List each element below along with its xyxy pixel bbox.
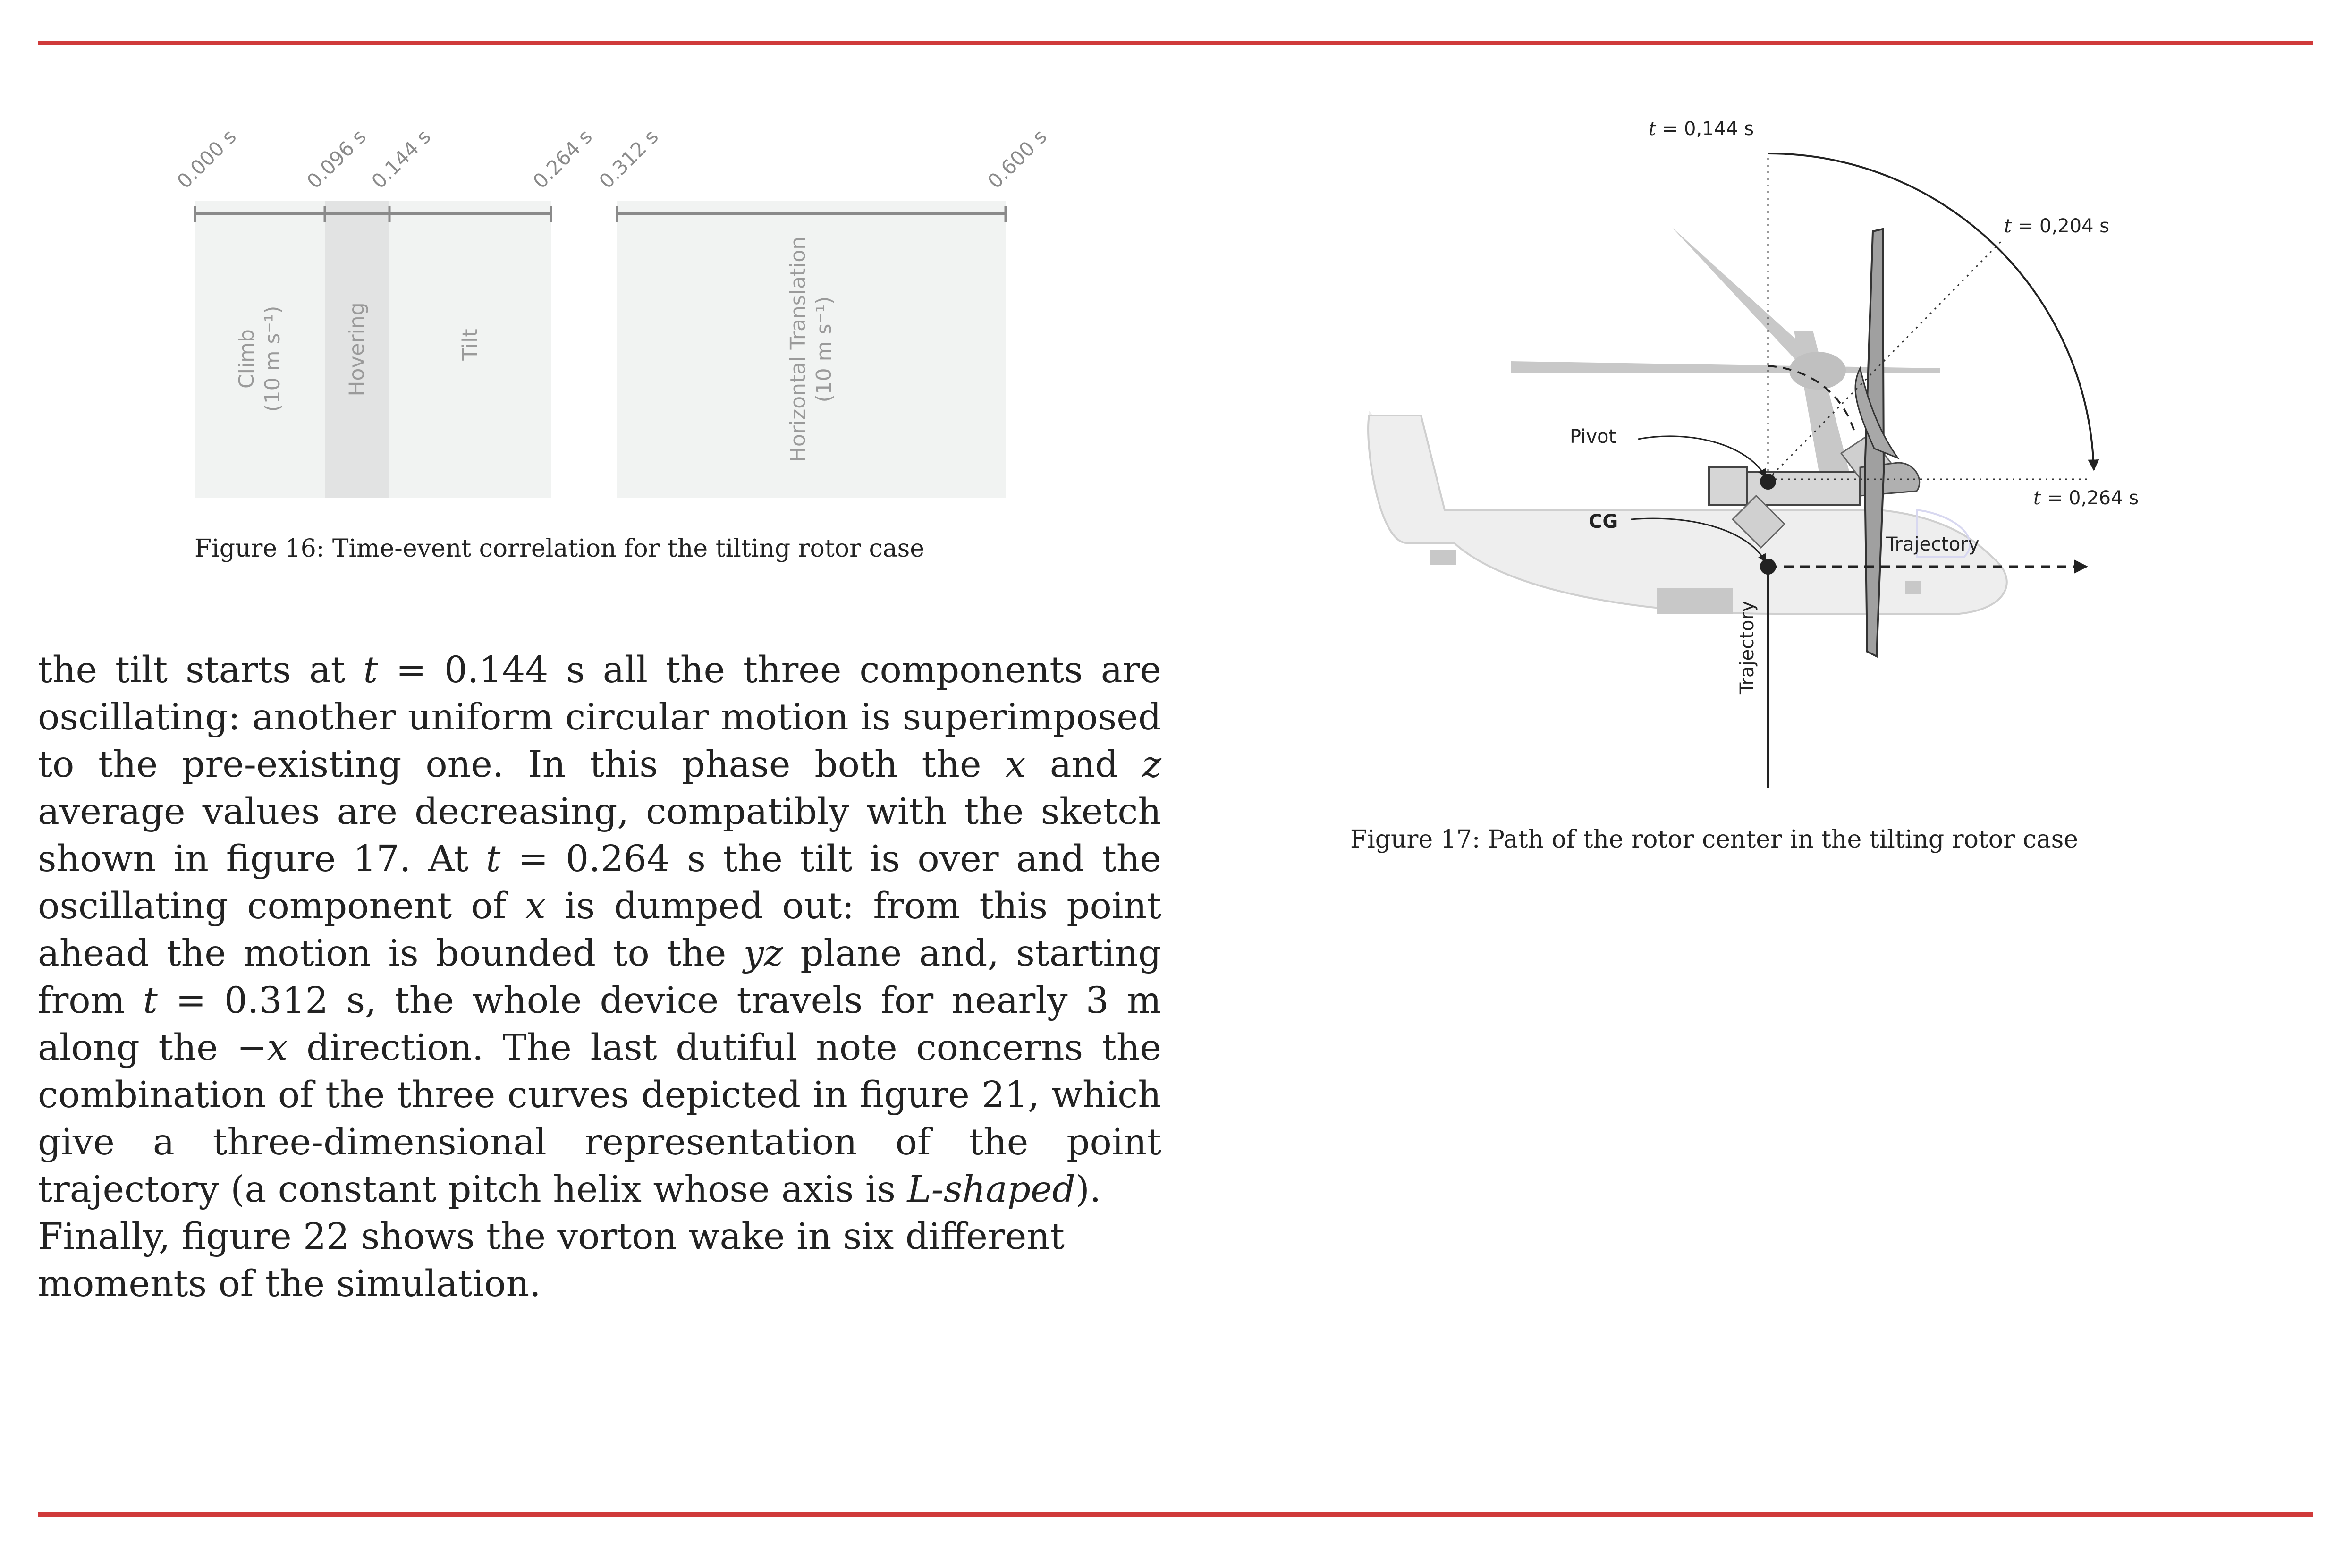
door — [1657, 588, 1733, 614]
phase-label-climb — [234, 306, 286, 412]
phase-title: Climb — [235, 329, 259, 389]
figure-16 — [156, 113, 1053, 510]
phase-title: Hovering — [345, 302, 369, 397]
figure-17-caption: Figure 17: Path of the rotor center in the tilting rotor case — [1350, 825, 2079, 854]
phase-unit: (10 m s⁻¹) — [261, 305, 285, 412]
figure-17 — [1350, 104, 2228, 822]
phase-label-translation — [785, 237, 837, 462]
figure-16-caption: Figure 16: Time-event correlation for the tilting rotor case — [195, 534, 925, 563]
pivot-label: Pivot — [1570, 426, 1616, 448]
tick-label: 0.312 s — [594, 125, 663, 193]
nacelle-box — [1709, 467, 1747, 505]
window — [1905, 581, 1921, 594]
time-label-0204: t = 0,204 s — [2004, 215, 2110, 237]
tick-label: 0.096 s — [302, 125, 371, 193]
tick-label: 0.144 s — [367, 125, 435, 193]
tiltrotor-sketch — [1350, 104, 2228, 822]
shadow-blade — [1671, 227, 1818, 368]
phase-unit: (10 m s⁻¹) — [812, 296, 836, 403]
trajectory-label-horizontal: Trajectory — [1886, 534, 1980, 555]
body-text — [38, 647, 1161, 1308]
tick-label: 0.600 s — [983, 125, 1051, 193]
cg-label: CG — [1589, 511, 1618, 533]
shadow-hub — [1789, 352, 1846, 390]
tick-label: 0.264 s — [528, 125, 597, 193]
time-label-0144: t = 0,144 s — [1649, 118, 1754, 140]
phase-title: Horizontal Translation — [786, 236, 810, 463]
tick-label: 0.000 s — [172, 125, 241, 193]
paragraph: Finally, figure 22 shows the vorton wake in six different moments of the simulation. — [38, 1216, 1065, 1305]
phase-label-tilt — [457, 329, 483, 360]
phase-title: Tilt — [458, 329, 482, 361]
paragraph: the tilt starts at t = 0.144 s all the three components are oscillating: another uniform circular motion is superimposed to the pre-existing one. In this phase both the x and z average values are decreasing, compatibly with the sketch shown in figure 17. At t = 0.264 s the tilt is over and the oscillating component of x is dumped out: from this point ahead the motion is bounded to the yz plane and, starting from t = 0.312 s, the whole device travels for nearly 3 m along the −x direction. The last dutiful note concerns the combination of the three curves depicted in figure 21, which give a three-dimensional representation of the point trajectory (a constant pitch helix whose axis is L-shaped). — [38, 649, 1162, 1211]
trajectory-label-vertical: Trajectory — [1736, 601, 1758, 694]
pivot-point — [1760, 474, 1776, 490]
window — [1430, 550, 1456, 565]
header-rule — [38, 41, 2313, 45]
footer-rule — [38, 1512, 2313, 1517]
time-label-0264: t = 0,264 s — [2033, 487, 2139, 509]
phase-label-hovering — [344, 302, 370, 396]
